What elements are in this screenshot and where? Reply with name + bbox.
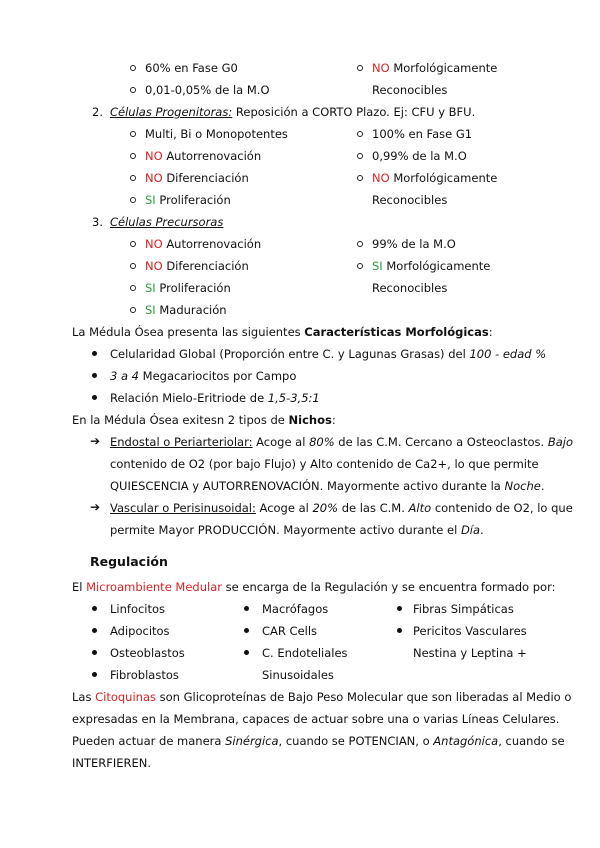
bullet-icon	[92, 373, 97, 378]
circle-bullet-icon	[130, 307, 136, 313]
list-item: Linfocitos	[110, 602, 166, 616]
list-item: NO Morfológicamente	[372, 61, 498, 75]
list-item: SI Proliferación	[145, 193, 231, 207]
list-item: SI Maduración	[145, 303, 227, 317]
list-item: 99% de la M.O	[372, 237, 456, 251]
list-item: 60% en Fase G0	[145, 61, 238, 75]
circle-bullet-icon	[130, 241, 136, 247]
circle-bullet-icon	[357, 153, 363, 159]
list-item: C. Endoteliales	[262, 646, 348, 660]
circle-bullet-icon	[357, 65, 363, 71]
section-heading: Regulación	[90, 554, 168, 569]
niche-item: Endostal o Periarteriolar: Acoge al 80% de las C.M. Cercano a Osteoclastos. Bajo	[110, 435, 574, 449]
list-item: Relación Mielo-Eritriode de 1,5-3,5:1	[110, 391, 320, 405]
circle-bullet-icon	[130, 197, 136, 203]
list-item: 0,99% de la M.O	[372, 149, 467, 163]
paragraph: En la Médula Ósea exitesn 2 tipos de Nichos:	[72, 413, 336, 427]
list-item-continuation: Reconocibles	[372, 83, 448, 97]
list-item: Macrófagos	[262, 602, 329, 616]
list-item: NO Autorrenovación	[145, 149, 262, 163]
bullet-icon	[244, 650, 249, 655]
niche-item: Vascular o Perisinusoidal: Acoge al 20% de las C.M. Alto contenido de O2, lo que	[110, 501, 573, 515]
list-item: 3 a 4 Megacariocitos por Campo	[110, 369, 297, 383]
niche-item-continuation: contenido de O2 (por bajo Flujo) y Alto contenido de Ca2+, lo que permite	[110, 457, 539, 471]
circle-bullet-icon	[130, 175, 136, 181]
bullet-icon	[92, 672, 97, 677]
list-number: 2.	[92, 105, 103, 119]
list-number: 3.	[92, 215, 103, 229]
paragraph-line: INTERFIEREN.	[72, 756, 152, 770]
circle-bullet-icon	[130, 263, 136, 269]
list-item: Celularidad Global (Proporción entre C. y Lagunas Grasas) del 100 - edad %	[110, 347, 547, 361]
bullet-icon	[397, 628, 402, 633]
bullet-icon	[397, 606, 402, 611]
paragraph: Las Citoquinas son Glicoproteínas de Bajo Peso Molecular que son liberadas al Medio o	[72, 690, 572, 704]
list-item-continuation: Reconocibles	[372, 193, 448, 207]
circle-bullet-icon	[357, 263, 363, 269]
bullet-icon	[92, 606, 97, 611]
list-item: SI Morfológicamente	[372, 259, 491, 273]
bullet-icon	[244, 606, 249, 611]
list-item: CAR Cells	[262, 624, 318, 638]
list-item: Fibroblastos	[110, 668, 179, 682]
section-title: Células Precursoras	[110, 215, 224, 229]
circle-bullet-icon	[130, 153, 136, 159]
circle-bullet-icon	[130, 285, 136, 291]
list-item: SI Proliferación	[145, 281, 231, 295]
circle-bullet-icon	[357, 131, 363, 137]
list-item: NO Diferenciación	[145, 259, 249, 273]
list-item-continuation: Sinusoidales	[262, 668, 334, 682]
bullet-icon	[92, 351, 97, 356]
list-item: NO Morfológicamente	[372, 171, 498, 185]
niche-item-continuation: QUIESCENCIA y AUTORRENOVACIÓN. Mayormente activo durante la Noche.	[110, 479, 545, 493]
arrow-right-icon: ➔	[90, 434, 101, 448]
list-item-continuation: Nestina y Leptina +	[413, 646, 527, 660]
list-item: Adipocitos	[110, 624, 170, 638]
bullet-icon	[92, 628, 97, 633]
arrow-right-icon: ➔	[90, 500, 101, 514]
list-item: Fibras Simpáticas	[413, 602, 514, 616]
list-item: Osteoblastos	[110, 646, 185, 660]
bullet-icon	[244, 628, 249, 633]
list-item-continuation: Reconocibles	[372, 281, 448, 295]
niche-item-continuation: permite Mayor PRODUCCIÓN. Mayormente activo durante el Día.	[110, 523, 484, 537]
paragraph-line: expresadas en la Membrana, capaces de actuar sobre una o varias Líneas Celulares.	[72, 712, 560, 726]
paragraph: El Microambiente Medular se encarga de la Regulación y se encuentra formado por:	[72, 580, 556, 594]
circle-bullet-icon	[357, 241, 363, 247]
section-title: Células Progenitoras: Reposición a CORTO Plazo. Ej: CFU y BFU.	[110, 105, 476, 119]
list-item: 0,01-0,05% de la M.O	[145, 83, 270, 97]
list-item: Pericitos Vasculares	[413, 624, 527, 638]
paragraph: La Médula Ósea presenta las siguientes Características Morfológicas:	[72, 325, 493, 339]
list-item: Multi, Bi o Monopotentes	[145, 127, 288, 141]
circle-bullet-icon	[130, 65, 136, 71]
list-item: NO Autorrenovación	[145, 237, 262, 251]
bullet-icon	[92, 650, 97, 655]
circle-bullet-icon	[130, 87, 136, 93]
circle-bullet-icon	[130, 131, 136, 137]
paragraph-line: Pueden actuar de manera Sinérgica, cuando se POTENCIAN, o Antagónica, cuando se	[72, 734, 565, 748]
circle-bullet-icon	[357, 175, 363, 181]
bullet-icon	[92, 395, 97, 400]
list-item: 100% en Fase G1	[372, 127, 473, 141]
list-item: NO Diferenciación	[145, 171, 249, 185]
